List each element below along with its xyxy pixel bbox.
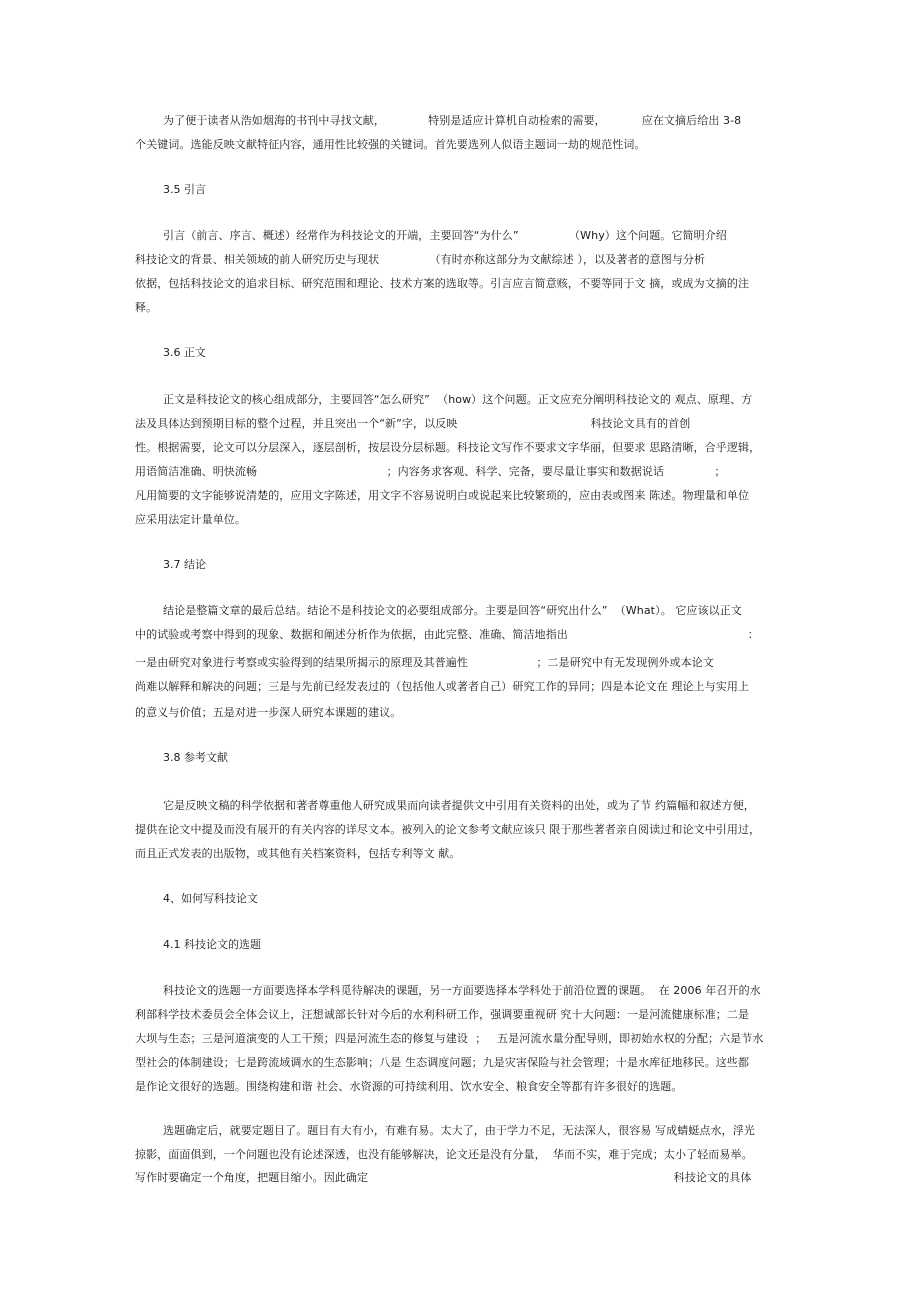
paragraph-line: 它是反映文稿的科学依据和著者尊重他人研究成果而向读者提供文中引用有关资料的出处，或为了节 约篇幅和叙述方便， bbox=[163, 799, 755, 812]
paragraph-line: 而且正式发表的出版物，或其他有关档案资料，包括专利等文 献。 bbox=[135, 847, 461, 860]
paragraph-line: 法及具体达到预期目标的整个过程，并且突出一个“新”字，以反映 科技论文具有的首创 bbox=[135, 417, 691, 430]
paragraph-line: 提供在论文中提及而没有展开的有关内容的详尽文本。被列入的论文参考文献应该只 限于那些著者亲自阅读过和论文中引用过， bbox=[135, 823, 761, 836]
paragraph-line: 中的试验或考察中得到的现象、数据和阐述分析作为依据，由此完整、准确、简洁地指出 ： bbox=[135, 628, 759, 641]
paragraph-line: 依据，包括科技论文的追求目标、研究范围和理论、技术方案的选取等。引言应言简意赅，不要等同于文 摘，或成为文摘的注 bbox=[135, 277, 750, 290]
paragraph-line: 是作论文很好的选题。围绕构建和谐 社会、水资源的可持续利用、饮水安全、粮食安全等都有许多很好的选题。 bbox=[135, 1080, 683, 1093]
paragraph-line: 选题确定后，就要定题目了。题目有大有小，有难有易。太大了，由于学力不足，无法深人，很容易 写成蜻蜓点水，浮光 bbox=[163, 1124, 755, 1137]
paragraph-line: 正文是科技论文的核心组成部分，主要回答“怎么研究” （how）这个问题。正文应充分阐明科技论文的 观点、原理、方 bbox=[163, 393, 753, 406]
paragraph-line: 的意义与价值；五是对进一步深人研究本课题的建议。 bbox=[135, 706, 402, 719]
paragraph-line: 利部科学技术委员会全体会议上，汪想诚部长针对今后的水利科研工作，强调要重视研 究十大问题：一是河流健康标准；二是 bbox=[135, 1008, 750, 1021]
paragraph-line: 一是由研究对象进行考察或实验得到的结果所揭示的原理及其普遍性 ；二是研究中有无发现例外或本论文 bbox=[135, 656, 714, 669]
paragraph-line: 大坝与生态；三是河道演变的人工干预；四是河流生态的修复与建设 ； 五是河流水量分配导则，即初始水权的分配；六是节水 bbox=[135, 1032, 764, 1045]
paragraph-line: 性。根据需要，论文可以分层深入，逐层剖析，按层设分层标题。科技论文写作不要求文字华丽，但要求 思路清晰，合乎逻辑， bbox=[135, 441, 761, 454]
paragraph-line: 尚难以解释和解决的问题；三是与先前已经发表过的（包括他人或著者自己）研究工作的异同；四是本论文在 理论上与实用上 bbox=[135, 680, 750, 693]
paragraph-line: 释。 bbox=[135, 301, 158, 314]
section-heading-3-5: 3.5 引言 bbox=[163, 183, 206, 196]
paragraph-line: 型社会的体制建设；七是跨流域调水的生态影响；八是 生态调度问题；九是灾害保险与社会管理；十是水库征地移民。这些都 bbox=[135, 1056, 750, 1069]
paragraph-line: 为了便于读者从浩如烟海的书刊中寻找文献， 特别是适应计算机自动检索的需要， 应在文摘后给出 3-8 bbox=[163, 114, 742, 127]
paragraph-line: 个关键词。选能反映文献特征内容，通用性比较强的关键词。首先要选列人似语主题词一劫的规范性词。 bbox=[135, 138, 646, 151]
paragraph-line: 掠影，面面俱到，一个问题也没有论述深透，也没有能够解决，论文还是没有分量， 华而不实，难于完成；太小了轻而易举。 bbox=[135, 1148, 753, 1161]
section-heading-4-1: 4.1 科技论文的选题 bbox=[163, 938, 261, 951]
paragraph-line: 科技论文的背景、相关领域的前人研究历史与现状 （有时亦称这部分为文献综述 ），以及著者的意图与分析 bbox=[135, 253, 706, 266]
paragraph-line: 凡用简要的文字能够说清楚的，应用文字陈述，用文字不容易说明白或说起来比较繁琐的，应由表或图来 陈述。物理量和单位 bbox=[135, 489, 750, 502]
section-heading-3-7: 3.7 结论 bbox=[163, 558, 206, 571]
section-heading-4: 4、如何写科技论文 bbox=[163, 892, 258, 905]
paragraph-line: 应采用法定计量单位。 bbox=[135, 513, 246, 526]
paragraph-line: 写作时要确定一个角度，把题目缩小。因此确定 科技论文的具体 bbox=[135, 1171, 752, 1184]
paragraph-line: 引言（前言、序言、概述）经常作为科技论文的开端，主要回答“为什么” （Why）这个问题。它简明介绍 bbox=[163, 229, 727, 242]
paragraph-line: 科技论文的选题一方面要选择本学科觅待解决的课题，另一方面要选择本学科处于前沿位置的课题。 在 2006 年召开的水 bbox=[163, 984, 761, 997]
section-heading-3-8: 3.8 参考文献 bbox=[163, 751, 228, 764]
paragraph-line: 结论是整篇文章的最后总结。结论不是科技论文的必要组成部分。主要是回答“研究出什么” （What）。 它应该以正文 bbox=[163, 604, 742, 617]
paragraph-line: 用语简洁准确、明快流畅 ；内容务求客观、科学、完备，要尽量让事实和数据说话 ； bbox=[135, 465, 726, 478]
section-heading-3-6: 3.6 正文 bbox=[163, 346, 206, 359]
